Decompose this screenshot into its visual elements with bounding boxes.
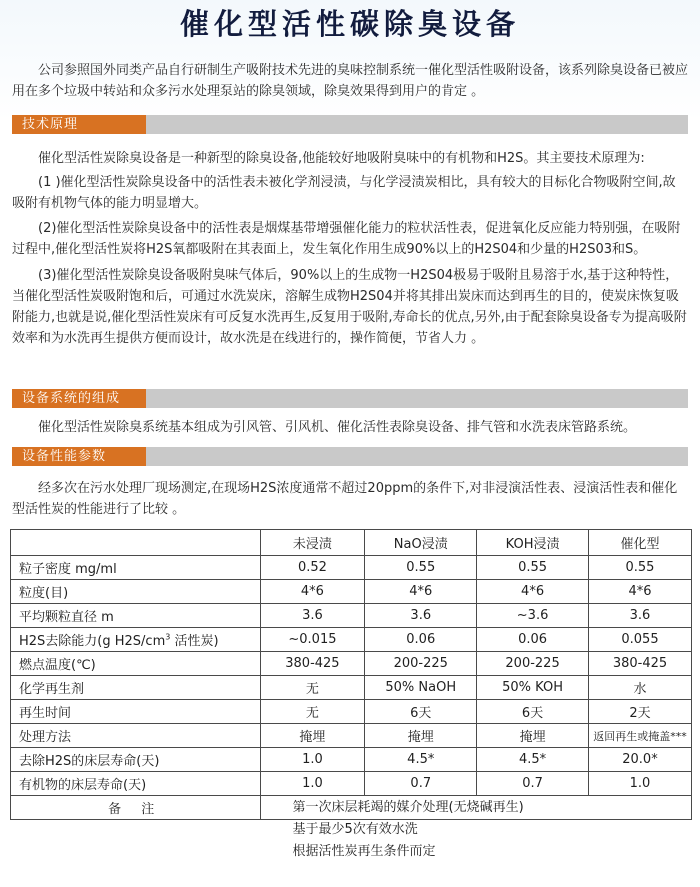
table-cell: 0.06 [365, 628, 477, 652]
table-cell: 200-225 [365, 652, 477, 676]
notes-list [265, 797, 688, 859]
table-cell: 50% KOH [477, 676, 589, 700]
row-label: 去除H2S的床层寿命(天) [11, 748, 261, 772]
section-heading-performance: 设备性能参数 [12, 447, 146, 466]
table-header-cell: NaO浸渍 [365, 530, 477, 556]
table-cell: 返回再生或掩盖*** [588, 724, 691, 748]
table-cell: 2天 [588, 700, 691, 724]
table-cell: 50% NaOH [365, 676, 477, 700]
table-cell: 4.5* [477, 748, 589, 772]
table-row [11, 580, 692, 604]
notes-cell [260, 796, 692, 859]
row-label: 再生时间 [11, 700, 261, 724]
table-cell: 水 [588, 676, 691, 700]
intro-paragraph: 公司参照国外同类产品自行研制生产吸附技术先进的臭味控制系统一催化型活性吸附设备，该系列除臭设备已被应用在多个垃圾中转站和众多污水处理泵站的除臭领域，除臭效果得到用户的肯定 。 [12, 63, 689, 99]
table-cell: 6天 [477, 700, 589, 724]
principle-paragraph-3: (2)催化型活性炭除臭设备中的活性表是烟煤基带增强催化能力的粒状活性表，促进氧化反应能力特别强，在吸附过程中,催化型活性炭将H2S氧都吸附在其表面上，发生氧化作用生成90%以上的H2S04和少量的H2S03和S。 [12, 221, 681, 257]
row-label: 处理方法 [11, 724, 261, 748]
table-cell: 4*6 [260, 580, 365, 604]
principle-paragraph-4: (3)催化型活性炭除臭设备吸附臭味气体后，90%以上的生成物一H2S04极易于吸附且易溶于水,基于这种特性，当催化型活性炭吸附饱和后，可通过水洗炭床，溶解生成物H2S04并将其排出炭床而达到再生的目的，使炭床恢复吸附能力,也就是说,催化型活性炭床有可反复水洗再生,反复用于吸附,寿命长的优点,另外,由于配套除臭设备专为提高吸附效率和为水洗再生提供方便而设计，故水洗是在线进行的，操作简便，节省人力 。 [12, 268, 687, 346]
section-heading-composition: 设备系统的组成 [12, 389, 146, 408]
table-cell: 4.5* [365, 748, 477, 772]
row-label: 平均颗粒直径 m [11, 604, 261, 628]
section-bar-performance [12, 447, 688, 466]
table-cell: 无 [260, 700, 365, 724]
table-cell: 0.055 [588, 628, 691, 652]
principle-paragraph-1: 催化型活性炭除臭设备是一种新型的除臭设备,他能较好地吸附臭味中的有机物和H2S。其主要技术原理为: [38, 151, 645, 166]
table-row [11, 604, 692, 628]
note-item: 基于最少5次有效水洗 [292, 821, 418, 837]
table-cell: 3.6 [260, 604, 365, 628]
table-cell: 0.52 [260, 556, 365, 580]
superscript: 3 [165, 632, 171, 642]
table-row [11, 676, 692, 700]
note-item: 第一次床层耗竭的媒介处理(无烧碱再生) [292, 799, 524, 815]
table-cell: 1.0 [260, 772, 365, 796]
table-cell: 4*6 [588, 580, 691, 604]
row-label: 有机物的床层寿命(天) [11, 772, 261, 796]
table-row [11, 628, 692, 652]
table-cell: ~0.015 [260, 628, 365, 652]
table-row [11, 772, 692, 796]
table-cell: 380-425 [260, 652, 365, 676]
table-cell: 无 [260, 676, 365, 700]
row-label: 粒度(目) [11, 580, 261, 604]
table-cell: 1.0 [260, 748, 365, 772]
composition-paragraph: 催化型活性炭除臭系统基本组成为引风管、引风机、催化活性表除臭设备、排气管和水洗表床管路系统。 [38, 420, 637, 435]
section-bar-composition [12, 389, 688, 408]
table-cell: 200-225 [477, 652, 589, 676]
table-row [11, 724, 692, 748]
row-label: 化学再生剂 [11, 676, 261, 700]
table-header-cell: KOH浸渍 [477, 530, 589, 556]
table-cell: 掩埋 [260, 724, 365, 748]
table-header-row [11, 530, 692, 556]
table-cell: 380-425 [588, 652, 691, 676]
page-title: 催化型活性碳除臭设备 [179, 7, 520, 41]
table-row [11, 700, 692, 724]
performance-paragraph: 经多次在污水处理厂现场测定,在现场H2S浓度通常不超过20ppm的条件下,对非浸演活性表、浸演活性表和催化型活性炭的性能进行了比较 。 [12, 481, 678, 517]
row-label-text: H2S去除能力(g H2S/cm [19, 634, 166, 649]
table-header-cell: 催化型 [588, 530, 691, 556]
principle-paragraph-2: (1 )催化型活性炭除臭设备中的活性表未被化学剂浸渍，与化学浸渍炭相比，具有较大的目标化合物吸附空间,故吸附有机物气体的能力明显增大。 [12, 175, 676, 211]
table-cell: 掩埋 [365, 724, 477, 748]
table-cell: 0.55 [477, 556, 589, 580]
row-label-text: 活性炭) [170, 634, 219, 649]
table-cell: 0.06 [477, 628, 589, 652]
table-row [11, 748, 692, 772]
table-cell: 3.6 [588, 604, 691, 628]
table-row [11, 556, 692, 580]
table-cell: 0.55 [365, 556, 477, 580]
table-header-cell: 未浸渍 [260, 530, 365, 556]
table-cell: 1.0 [588, 772, 691, 796]
table-cell: 6天 [365, 700, 477, 724]
row-label: 粒子密度 mg/ml [11, 556, 261, 580]
table-cell: 0.7 [477, 772, 589, 796]
table-cell: 3.6 [365, 604, 477, 628]
table-cell: 4*6 [477, 580, 589, 604]
table-header-cell [11, 530, 261, 556]
table-cell: 20.0* [588, 748, 691, 772]
table-row [11, 652, 692, 676]
table-cell: 0.55 [588, 556, 691, 580]
table-notes-row [11, 796, 692, 820]
section-heading-principle: 技术原理 [12, 115, 146, 134]
note-item: 根据活性炭再生条件而定 [292, 843, 436, 859]
notes-label: 备 注 [11, 796, 261, 820]
table-cell: 0.7 [365, 772, 477, 796]
comparison-table [10, 529, 692, 859]
table-cell: 4*6 [365, 580, 477, 604]
section-bar-principle [12, 115, 688, 134]
row-label: 燃点温度(℃) [11, 652, 261, 676]
table-cell: 掩埋 [477, 724, 589, 748]
table-cell: ~3.6 [477, 604, 589, 628]
row-label [11, 628, 261, 652]
